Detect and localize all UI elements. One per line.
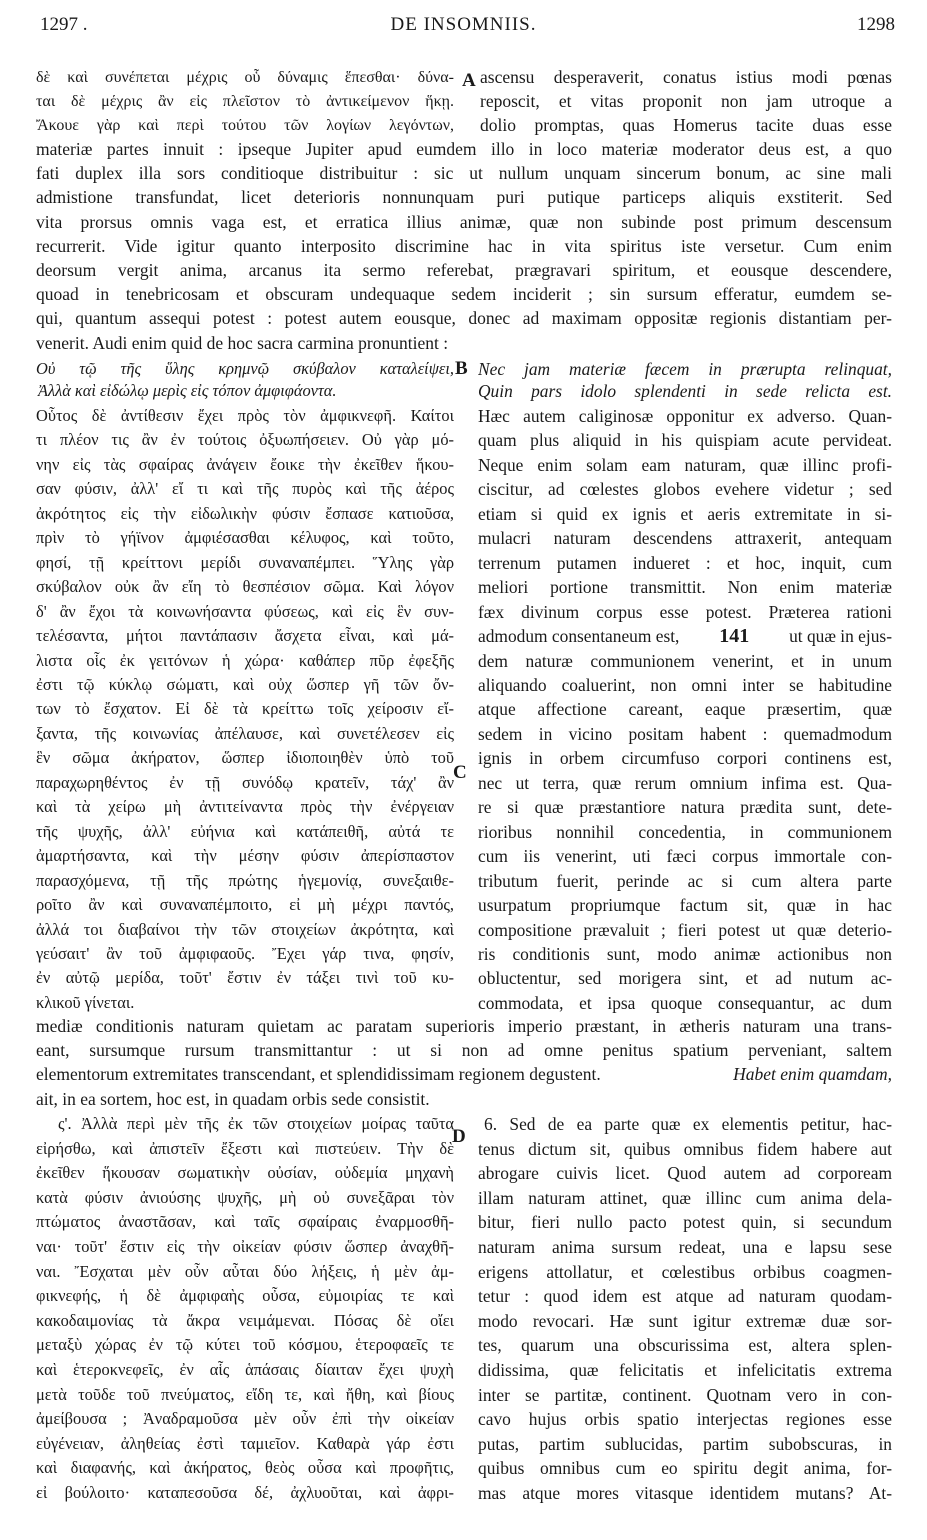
greek-line: κλικοῦ γίνεται. bbox=[36, 992, 135, 1012]
latin-line: Hæc autem caliginosæ opponitur ex adverso. Quan- bbox=[478, 406, 892, 426]
greek-line: ἓν σῶμα ἀκήρατον, ὥσπερ ἰδιοποιηθὲν ὑπὸ τοῦ bbox=[36, 748, 454, 768]
latin-line: obluctentur, sed morigera sint, et ad nutum ac- bbox=[478, 968, 892, 989]
latin-line-with-italic bbox=[36, 1062, 892, 1086]
latin-fullwidth-paragraph-1 bbox=[36, 137, 892, 355]
greek-line: ἐκεῖθεν ἥκουσαν σωματικὴν οὐσίαν, οὐδεμία μηχανὴ bbox=[36, 1163, 454, 1183]
page-number-left: 1297 . bbox=[40, 14, 88, 35]
greek-line: ροῖτο ἂν καὶ συναναπέμποιτο, εἰ μὴ μέχρι παντός, bbox=[36, 895, 454, 915]
latin-line: 6. Sed de ea parte quæ ex elementis petitur, hac- bbox=[484, 1114, 892, 1134]
latin-line: modo revocari. Hæ sunt igitur extremæ duæ sor- bbox=[478, 1310, 892, 1331]
latin-line: illam naturam attinet, quæ illinc cum anima dela- bbox=[478, 1187, 892, 1208]
greek-line: δὲ καὶ συνέπεται μέχρις οὗ δύναμις ἕπεσθαι· δύνα- bbox=[36, 69, 454, 86]
margin-letter-d: D bbox=[452, 1126, 466, 1147]
latin-line: ciscitur, ad cœlestes globos evehere videtur ; sed bbox=[478, 479, 892, 500]
greek-line: ναι. Ἔσχαται μὲν οὖν αὗται δύο λήξεις, ἡ μὲν ἀμ- bbox=[36, 1261, 454, 1281]
latin-line: rioribus nonnihil concedentia, in communionem bbox=[478, 821, 892, 842]
margin-letter-c: C bbox=[453, 762, 467, 783]
greek-line: ἀκρότητος εἰς τὴν εἰδωλικὴν φύσιν ἔσπασε κατιοῦσα, bbox=[36, 503, 454, 523]
greek-line: δ' ἂν ἔχοι τὰ κοινωνήσαντα φύσεως, καὶ εἰς ἓν συν- bbox=[36, 601, 454, 621]
latin-line-part: elementorum extremitates transcendant, et splendidissimam regionem degustent. bbox=[36, 1064, 601, 1085]
greek-line: φικνεφής, ἡ δὲ ἀμφιφαὴς οὖσα, εὐμοιρίας τε καὶ bbox=[36, 1286, 454, 1306]
latin-line: terrenum putamen indueret : et hoc, inquit, cum bbox=[478, 552, 892, 573]
latin-line: aliquando coaluerint, non omni inter se habitudine bbox=[478, 674, 892, 695]
latin-line: putas, partim sublucidas, partim subobscuras, in bbox=[478, 1433, 892, 1454]
margin-letter-b: B bbox=[455, 358, 468, 379]
latin-line: re si quæ præstantiore natura prædita sunt, dete- bbox=[478, 797, 892, 818]
top-latin-block bbox=[480, 65, 892, 137]
greek-column-2 bbox=[36, 1112, 454, 1506]
greek-line: λιστα οἷς ἐκ γειτόνων ἡ χώρα· καθάπερ πῦρ ἐφεξῆς bbox=[36, 650, 454, 670]
greek-line: ἀμείβουσα ; Ἀναδραμοῦσα μὲν οὖν ἐπὶ τὴν οἰκείαν bbox=[36, 1409, 454, 1429]
latin-line: recurrerit. Vide igitur quanto interposito discrimine hac in vita spiritus iste versetur. Cum enim bbox=[36, 235, 892, 256]
latin-column-2 bbox=[478, 1112, 892, 1506]
greek-line: ἀλλά τοι διαβαίνοι τὴν τῶν στοιχείων ἀκρότητα, καὶ bbox=[36, 919, 454, 939]
latin-line: etiam si quid ex ignis et aeris extremitate in si- bbox=[478, 503, 892, 524]
latin-line: compositione prævaluit ; fieri potest ut quæ deterio- bbox=[478, 919, 892, 940]
greek-line: πτώματος ἀναστᾶσαν, καὶ ταῖς σφαίραις ἐναρμοσθῆ- bbox=[36, 1212, 454, 1232]
latin-line: vita prorsus omnis vaga est, et erratica illius animæ, quæ non subinde post primum descensum bbox=[36, 211, 892, 232]
oracle-latin-block bbox=[478, 358, 892, 402]
greek-line: ς'. Ἀλλὰ περὶ μὲν τῆς ἐκ τῶν στοιχείων μοίρας ταῦτα bbox=[58, 1114, 454, 1133]
latin-line-part: ut quæ in ejus- bbox=[789, 626, 892, 647]
latin-line: quoad in tenebricosam et obscuram undequaque sedem inciderit ; sin sursum efferatur, eumdem se- bbox=[36, 284, 892, 305]
latin-line: tetur : quod idem est atque ad naturam quodam- bbox=[478, 1286, 892, 1307]
greek-line: καὶ ἑτεροκνεφεῖς, ἐν αἷς ἁπάσαις δίαιταν ἔχει ψυχὴ bbox=[36, 1359, 454, 1379]
greek-line: των τὸ ἔσχατον. Εἰ δὲ τὰ κρείττω τοῖς χείροσιν εἴ- bbox=[36, 699, 454, 719]
latin-line: tenus dictum sit, quibus omnibus fidem habere aut bbox=[478, 1138, 892, 1159]
greek-line: παραχωρηθέντος ἐν τῇ συνόδῳ κρατεῖν, τάχ' ἂν bbox=[36, 772, 454, 792]
page-number-right: 1298 bbox=[857, 14, 895, 35]
latin-line: cavo hujus orbis spatio interjectas regiones esse bbox=[478, 1409, 892, 1430]
greek-line: Ἄκουε γὰρ καὶ περὶ τούτου τῶν λογίων λεγόντων, bbox=[36, 117, 454, 134]
greek-line: κακοδαιμονίας τὰ ἄκρα νειμάμεναι. Πόσας δὲ οἴει bbox=[36, 1310, 454, 1330]
latin-line: materiæ partes innuit : ipseque Jupiter apud eumdem illo in loco materiæ moderator deus est, a quo bbox=[36, 139, 892, 159]
oracle-greek-block bbox=[36, 358, 454, 402]
latin-line: ris conditionis sunt, modo animæ actionibus non bbox=[478, 943, 892, 964]
greek-line: τελέσαντα, μήτοι παντάπασιν ἄσχετα εἶναι, καὶ μά- bbox=[36, 626, 454, 646]
latin-line-part: admodum consentaneum est, bbox=[478, 626, 680, 647]
latin-line: ait, in ea sortem, hoc est, in quadam orbis sede consistit. bbox=[36, 1088, 430, 1109]
greek-line: μετὰ τοῦδε τοῦ πνεύματος, εἴδη τε, καὶ ἤθη, καὶ βίους bbox=[36, 1384, 454, 1404]
oracle-greek-line: Ἀλλὰ καὶ εἰδώλῳ μερὶς εἰς τόπον ἀμφιφάοντα. bbox=[38, 381, 337, 400]
greek-line: σκύβαλον οὐκ ἂν εἴη τὸ θεσπέσιον σῶμα. Καὶ λόγον bbox=[36, 577, 454, 597]
latin-line: Neque enim solam eam naturam, quæ illinc profi- bbox=[478, 454, 892, 475]
latin-line: admistione transfundat, licet deterioris nonnunquam puri putique particeps aliquis exstiterit. Sed bbox=[36, 187, 892, 208]
latin-line: mas atque mores vitasque identidem mutans? At- bbox=[478, 1482, 892, 1503]
greek-line: καὶ διαφανής, καὶ ἀκήρατος, θεὸς οὖσα καὶ προφῆτις, bbox=[36, 1458, 454, 1478]
margin-letter-a: A bbox=[462, 70, 476, 91]
latin-line: qui, quantum assequi potest : potest autem eousque, donec ad maximam oppositæ regionis distantiam per- bbox=[36, 308, 892, 329]
greek-line: εἰρήσθω, καὶ ἀπιστεῖν ἔξεστι καὶ πιστεύειν. Τὴν δὲ bbox=[36, 1138, 454, 1158]
latin-line: deorsum vergit anima, arcanus ita sermo referebat, prægravari spiritum, et eousque descendere, bbox=[36, 260, 892, 281]
latin-line: mulacri naturam descendens attraxerit, antequam bbox=[478, 528, 892, 549]
latin-line: ascensu desperaverit, conatus istius modi pœnas bbox=[480, 67, 892, 87]
latin-italic-phrase: Habet enim quamdam, bbox=[733, 1064, 892, 1085]
greek-line: ἐν αὐτῷ μερίδα, τοῦτ' ἔστιν ἐν τάξει τινὶ τοῦ κυ- bbox=[36, 968, 454, 988]
latin-line: naturam anima sursum redeat, una e lapsu sese bbox=[478, 1236, 892, 1257]
oracle-greek-line: Οὐ τῷ τῆς ὕλης κρημνῷ σκύβαλον καταλείψει, bbox=[36, 359, 454, 378]
latin-line-with-number bbox=[478, 624, 892, 648]
latin-line: commodata, et ipsa quoque consequantur, ac dum bbox=[478, 992, 892, 1013]
greek-line: σαν φύσιν, ἀλλ' εἴ τι καὶ τῆς πυρὸς καὶ τῆς ἀέρος bbox=[36, 479, 454, 499]
latin-line: tes, quarum una obscurissima est, altera splen- bbox=[478, 1335, 892, 1356]
latin-line: cum iis venerint, uti fæci corpus immortale con- bbox=[478, 846, 892, 867]
latin-line: fæx divinum corpus esse potest. Præterea rationi bbox=[478, 601, 892, 622]
oracle-latin-line: Quin pars idolo splendenti in sede relicta est. bbox=[478, 381, 892, 401]
latin-line: nec ut terra, quæ rerum omnium infima est. Qua- bbox=[478, 772, 892, 793]
greek-line: τι πλέον τις ἂν ἐν τούτοις ὀξυωπήσειεν. Οὐ γὰρ μό- bbox=[36, 430, 454, 450]
greek-line: φησί, τῇ κρείττονι μερίδι συναναπέμπει. Ὕλης γὰρ bbox=[36, 552, 454, 572]
greek-line: ναι· τοῦτ' ἔστιν εἰς τὴν οἰκείαν φύσιν ὥσπερ ἀναχθῆ- bbox=[36, 1236, 454, 1256]
greek-line: κατὰ φύσιν ἀνιούσης ψυχῆς, μὴ οὐ συνεξᾶραι τὸν bbox=[36, 1187, 454, 1207]
latin-line: venerit. Audi enim quid de hoc sacra carmina pronuntient : bbox=[36, 332, 449, 353]
latin-line: meliori portione transmittit. Non enim materiæ bbox=[478, 577, 892, 598]
latin-line: sedem in vicino positam habent : quemadmodum bbox=[478, 723, 892, 744]
running-title: DE INSOMNIIS. bbox=[390, 14, 537, 35]
oracle-latin-line: Nec jam materiæ fæcem in prærupta relinquat, bbox=[478, 359, 892, 379]
latin-line: erigens attollatur, et cœlestibus orbibus coagmen- bbox=[478, 1261, 892, 1282]
greek-line: καὶ τὰ χείρω μὴ ἀντιτείναντα πρὸς τὴν ἐνέργειαν bbox=[36, 797, 454, 817]
latin-line: fati duplex illa sors conditioque distribuitur : sic ut nullum unquam sincerum bonum, ac sine mali bbox=[36, 163, 892, 184]
latin-line: didissima, quæ felicitatis et infelicitatis extrema bbox=[478, 1359, 892, 1380]
latin-line: quam plus aliquid in his quispiam acute pervideat. bbox=[478, 430, 892, 451]
latin-line: usurpatum propriumque factum sit, quæ in hac bbox=[478, 895, 892, 916]
latin-line: quibus omnibus cum eo spiritu degit anima, for- bbox=[478, 1458, 892, 1479]
latin-line: atque affectione careant, eaque præsertim, quæ bbox=[478, 699, 892, 720]
latin-line: tributum fuerit, perinde ac si cum altera parte bbox=[478, 870, 892, 891]
latin-line: dolio promptas, quas Homerus tacite duas esse bbox=[480, 115, 892, 135]
greek-line: γεύσαιτ' ἂν τοῦ ἀμφιφαοῦς. Ἔχει γάρ τινα, φησίν, bbox=[36, 943, 454, 963]
latin-line: reposcit, et vitas proponit non jam utroque a bbox=[480, 91, 892, 111]
greek-line: ἐστι τῷ κύκλῳ σώματι, καὶ οὐχ ὥσπερ γῆ τῶν ὄν- bbox=[36, 674, 454, 694]
latin-line: bitur, fieri nullo pacto potest quin, si secundum bbox=[478, 1212, 892, 1233]
greek-line: μεταξὺ χώρας ἐν τῷ κύτει τοῦ κόσμου, ἑτεροφαεῖς τε bbox=[36, 1335, 454, 1355]
greek-line: τῆς ψυχῆς, ἀλλ' εὐήνια καὶ κατάπειθῆ, αὐτά τε bbox=[36, 821, 454, 841]
latin-line: mediæ conditionis naturam quietam ac paratam superioris imperio præstant, in ætheris naturam una trans- bbox=[36, 1016, 892, 1036]
latin-column-1 bbox=[478, 404, 892, 1015]
greek-line: πρὶν τὸ γήϊνον ἀμφιέσασθαι κέλυφος, καὶ τοῦτο, bbox=[36, 528, 454, 548]
greek-line: ἀμαρτήσαντα, καὶ τὴν μέσην φύσιν ἀπερίσπαστον bbox=[36, 846, 454, 866]
latin-line: abrogare cuivis licet. Quod autem ad corpoream bbox=[478, 1163, 892, 1184]
greek-line: ται δὲ μέχρις ἂν εἰς πλεῖστον τὸ ἀντικείμενον ἥκῃ. bbox=[36, 93, 454, 110]
greek-column-1 bbox=[36, 404, 454, 1015]
marginal-page-number: 141 bbox=[719, 625, 750, 648]
latin-line: eant, sursumque rursum transmittantur : ut si non ad omne penitus spatium perveniant, saltem bbox=[36, 1040, 892, 1061]
greek-line: εὐγένειαν, ἀληθείας ἐστὶ ταμιεῖον. Καθαρὰ γάρ ἐστι bbox=[36, 1433, 454, 1453]
greek-line: παρασχόμενα, τῇ τῆς πρώτης ἡγεμονίᾳ, συνεξαιθε- bbox=[36, 870, 454, 890]
top-greek-block bbox=[36, 66, 454, 138]
greek-line: εἰ βούλοιτο· καταπεσοῦσα δέ, ἀχλυοῦται, καὶ ἀφρι- bbox=[36, 1482, 454, 1502]
latin-fullwidth-paragraph-2 bbox=[36, 1014, 892, 1111]
latin-line: inter se partitæ, continent. Quotnam vero in con- bbox=[478, 1384, 892, 1405]
latin-line: ignis in orbem circumfuso corpori continens est, bbox=[478, 748, 892, 769]
greek-line: νην εἰς τὰς σφαίρας ἀνάγειν ἔοικε τὴν ἐκεῖθεν ἥκου- bbox=[36, 454, 454, 474]
greek-line: Οὗτος δὲ ἀντίθεσιν ἔχει πρὸς τὸν ἀμφικνεφῆ. Καίτοι bbox=[36, 406, 454, 425]
greek-line: ξαντα, τῆς κοινωνίας ἀπέλαυσε, καὶ συνετέλεσεν εἰς bbox=[36, 723, 454, 743]
latin-line: dem naturæ communionem venerint, et in unum bbox=[478, 650, 892, 671]
